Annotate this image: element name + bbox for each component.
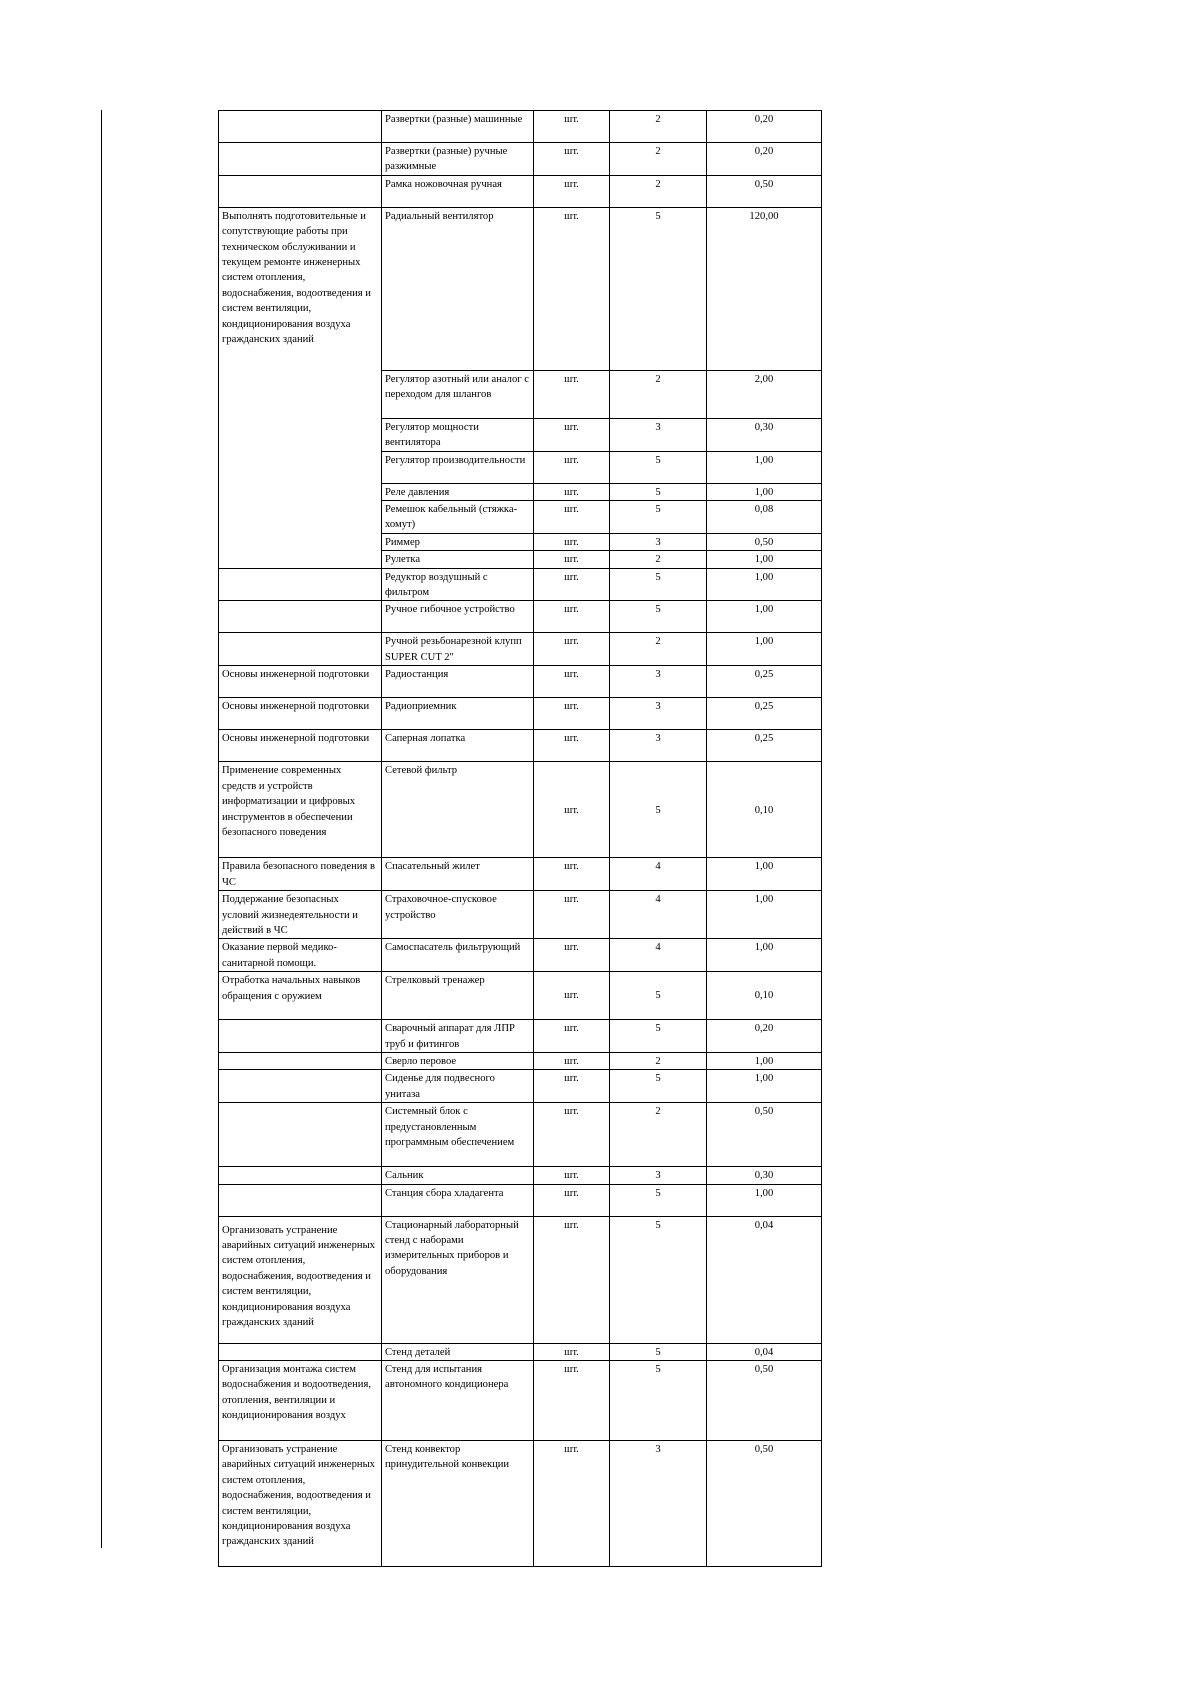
competency-cell: Поддержание безопасных условий жизнедеятельности и действий в ЧС: [219, 891, 382, 939]
table-row: [219, 143, 822, 176]
table-row: [219, 1167, 822, 1184]
quantity-cell: 5: [610, 207, 707, 370]
quantity-cell: 2: [610, 143, 707, 176]
table-row: [219, 568, 822, 601]
item-name-cell: Сальник: [382, 1167, 534, 1184]
quantity-cell: 2: [610, 633, 707, 666]
competency-cell: Основы инженерной подготовки: [219, 666, 382, 698]
table-row: [219, 601, 822, 633]
item-name-cell: Стационарный лабораторный стенд с наборами измерительных приборов и оборудования: [382, 1216, 534, 1343]
value-cell: 1,00: [707, 551, 822, 568]
value-cell: 0,30: [707, 1167, 822, 1184]
quantity-cell: 3: [610, 1440, 707, 1566]
table-row: [219, 698, 822, 730]
unit-cell: шт.: [534, 1440, 610, 1566]
unit-cell: шт.: [534, 1020, 610, 1053]
item-name-cell: Риммер: [382, 533, 534, 550]
competency-cell: [219, 601, 382, 633]
value-cell: 1,00: [707, 601, 822, 633]
competency-cell: Правила безопасного поведения в ЧС: [219, 858, 382, 891]
table-row: [219, 633, 822, 666]
unit-cell: шт.: [534, 633, 610, 666]
unit-cell: шт.: [534, 418, 610, 451]
unit-cell: шт.: [534, 175, 610, 207]
item-name-cell: Сиденье для подвесного унитаза: [382, 1070, 534, 1103]
quantity-cell: 5: [610, 483, 707, 500]
unit-cell: шт.: [534, 666, 610, 698]
quantity-cell: 5: [610, 501, 707, 534]
value-cell: 1,00: [707, 483, 822, 500]
unit-cell: шт.: [534, 1103, 610, 1167]
item-name-cell: Системный блок с предустановленным программным обеспечением: [382, 1103, 534, 1167]
table-row: [219, 1343, 822, 1360]
competency-cell: Основы инженерной подготовки: [219, 698, 382, 730]
quantity-cell: 5: [610, 601, 707, 633]
unit-cell: шт.: [534, 1167, 610, 1184]
unit-cell: шт.: [534, 533, 610, 550]
item-name-cell: Самоспасатель фильтрующий: [382, 939, 534, 972]
competency-cell: Организовать устранение аварийных ситуаций инженерных систем отопления, водоснабжения, водоотведения и систем вентиляции, кондиционирования воздуха гражданских зданий: [219, 1440, 382, 1566]
page-margin-line: [101, 110, 102, 1548]
quantity-cell: 4: [610, 939, 707, 972]
table-row: [219, 666, 822, 698]
value-cell: 1,00: [707, 451, 822, 483]
value-cell: 0,25: [707, 698, 822, 730]
item-name-cell: Радиоприемник: [382, 698, 534, 730]
item-name-cell: Радиостанция: [382, 666, 534, 698]
unit-cell: шт.: [534, 858, 610, 891]
unit-cell: шт.: [534, 551, 610, 568]
quantity-cell: 2: [610, 1103, 707, 1167]
competency-cell: Основы инженерной подготовки: [219, 730, 382, 762]
quantity-cell: 2: [610, 111, 707, 143]
unit-cell: шт.: [534, 1070, 610, 1103]
quantity-cell: 4: [610, 858, 707, 891]
item-name-cell: Радиальный вентилятор: [382, 207, 534, 370]
competency-cell: [219, 1052, 382, 1069]
competency-cell: [219, 1343, 382, 1360]
value-cell: 2,00: [707, 370, 822, 418]
quantity-cell: 3: [610, 418, 707, 451]
table-row: [219, 730, 822, 762]
item-name-cell: Ремешок кабельный (стяжка-хомут): [382, 501, 534, 534]
table-row: [219, 762, 822, 858]
item-name-cell: Регулятор мощности вентилятора: [382, 418, 534, 451]
item-name-cell: Развертки (разные) машинные: [382, 111, 534, 143]
value-cell: 1,00: [707, 1184, 822, 1216]
value-cell: 0,50: [707, 1440, 822, 1566]
unit-cell: шт.: [534, 1216, 610, 1343]
unit-cell: шт.: [534, 451, 610, 483]
table-row: [219, 939, 822, 972]
quantity-cell: 2: [610, 551, 707, 568]
item-name-cell: Редуктор воздушный с фильтром: [382, 568, 534, 601]
unit-cell: шт.: [534, 143, 610, 176]
competency-cell: [219, 175, 382, 207]
quantity-cell: 2: [610, 370, 707, 418]
item-name-cell: Стрелковый тренажер: [382, 972, 534, 1020]
unit-cell: шт.: [534, 939, 610, 972]
item-name-cell: Регулятор производительности: [382, 451, 534, 483]
unit-cell: шт.: [534, 568, 610, 601]
competency-cell: [219, 143, 382, 176]
table-row: [219, 891, 822, 939]
item-name-cell: Рулетка: [382, 551, 534, 568]
quantity-cell: 3: [610, 1167, 707, 1184]
item-name-cell: Ручное гибочное устройство: [382, 601, 534, 633]
competency-cell: [219, 633, 382, 666]
unit-cell: шт.: [534, 483, 610, 500]
competency-cell: Применение современных средств и устройств информатизации и цифровых инструментов в обеспечении безопасного поведения: [219, 762, 382, 858]
quantity-cell: 3: [610, 666, 707, 698]
competency-cell: [219, 1070, 382, 1103]
table-row: [219, 972, 822, 1020]
competency-cell: [219, 1184, 382, 1216]
value-cell: 0,25: [707, 666, 822, 698]
item-name-cell: Станция сбора хладагента: [382, 1184, 534, 1216]
competency-cell: Выполнять подготовительные и сопутствующие работы при техническом обслуживании и текущем ремонте инженерных систем отопления, водоснабжения, водоотведения и систем вентиляции, кондиционирования воздуха гражданских зданий: [219, 207, 382, 568]
item-name-cell: Сварочный аппарат для ЛПР труб и фитингов: [382, 1020, 534, 1053]
value-cell: 0,20: [707, 1020, 822, 1053]
quantity-cell: 5: [610, 451, 707, 483]
item-name-cell: Стенд деталей: [382, 1343, 534, 1360]
table-row: [219, 207, 822, 370]
unit-cell: шт.: [534, 501, 610, 534]
item-name-cell: Саперная лопатка: [382, 730, 534, 762]
table-row: [219, 1103, 822, 1167]
quantity-cell: 5: [610, 1070, 707, 1103]
competency-cell: Организовать устранение аварийных ситуаций инженерных систем отопления, водоснабжения, водоотведения и систем вентиляции, кондиционирования воздуха гражданских зданий: [219, 1216, 382, 1343]
item-name-cell: Регулятор азотный или аналог с переходом для шлангов: [382, 370, 534, 418]
unit-cell: шт.: [534, 601, 610, 633]
unit-cell: шт.: [534, 111, 610, 143]
competency-cell: [219, 568, 382, 601]
value-cell: 0,20: [707, 143, 822, 176]
quantity-cell: 2: [610, 175, 707, 207]
quantity-cell: 5: [610, 1216, 707, 1343]
value-cell: 0,10: [707, 762, 822, 858]
item-name-cell: Спасательный жилет: [382, 858, 534, 891]
value-cell: 0,50: [707, 175, 822, 207]
table-row: [219, 1052, 822, 1069]
table-row: [219, 858, 822, 891]
competency-cell: [219, 1103, 382, 1167]
item-name-cell: Реле давления: [382, 483, 534, 500]
competency-cell: [219, 1167, 382, 1184]
value-cell: 1,00: [707, 568, 822, 601]
unit-cell: шт.: [534, 370, 610, 418]
competency-cell: Оказание первой медико-санитарной помощи.: [219, 939, 382, 972]
competency-cell: [219, 1020, 382, 1053]
value-cell: 0,08: [707, 501, 822, 534]
unit-cell: шт.: [534, 1360, 610, 1440]
quantity-cell: 5: [610, 1360, 707, 1440]
quantity-cell: 5: [610, 568, 707, 601]
item-name-cell: Стенд конвектор принудительной конвекции: [382, 1440, 534, 1566]
item-name-cell: Развертки (разные) ручные разжимные: [382, 143, 534, 176]
value-cell: 0,04: [707, 1343, 822, 1360]
quantity-cell: 3: [610, 698, 707, 730]
unit-cell: шт.: [534, 762, 610, 858]
value-cell: 1,00: [707, 633, 822, 666]
unit-cell: шт.: [534, 1184, 610, 1216]
table-row: [219, 1184, 822, 1216]
item-name-cell: Сетевой фильтр: [382, 762, 534, 858]
value-cell: 0,04: [707, 1216, 822, 1343]
value-cell: 0,30: [707, 418, 822, 451]
unit-cell: шт.: [534, 207, 610, 370]
value-cell: 0,50: [707, 533, 822, 550]
table-row: [219, 1440, 822, 1566]
value-cell: 0,10: [707, 972, 822, 1020]
table-row: [219, 1216, 822, 1343]
table-row: [219, 1020, 822, 1053]
value-cell: 1,00: [707, 891, 822, 939]
value-cell: 0,50: [707, 1103, 822, 1167]
quantity-cell: 2: [610, 1052, 707, 1069]
competency-cell: Организация монтажа систем водоснабжения и водоотведения, отопления, вентиляции и кондиционирования воздух: [219, 1360, 382, 1440]
unit-cell: шт.: [534, 698, 610, 730]
competency-cell: Отработка начальных навыков обращения с оружием: [219, 972, 382, 1020]
item-name-cell: Сверло перовое: [382, 1052, 534, 1069]
table-row: [219, 111, 822, 143]
value-cell: 0,50: [707, 1360, 822, 1440]
quantity-cell: 3: [610, 533, 707, 550]
quantity-cell: 5: [610, 1343, 707, 1360]
equipment-table: [218, 110, 822, 1567]
item-name-cell: Страховочное-спусковое устройство: [382, 891, 534, 939]
item-name-cell: Стенд для испытания автономного кондиционера: [382, 1360, 534, 1440]
table-row: [219, 1070, 822, 1103]
table-row: [219, 1360, 822, 1440]
unit-cell: шт.: [534, 1052, 610, 1069]
unit-cell: шт.: [534, 730, 610, 762]
quantity-cell: 5: [610, 1184, 707, 1216]
quantity-cell: 4: [610, 891, 707, 939]
unit-cell: шт.: [534, 891, 610, 939]
unit-cell: шт.: [534, 1343, 610, 1360]
value-cell: 120,00: [707, 207, 822, 370]
unit-cell: шт.: [534, 972, 610, 1020]
value-cell: 0,20: [707, 111, 822, 143]
item-name-cell: Ручной резьбонарезной клупп SUPER CUT 2": [382, 633, 534, 666]
item-name-cell: Рамка ножовочная ручная: [382, 175, 534, 207]
quantity-cell: 3: [610, 730, 707, 762]
quantity-cell: 5: [610, 762, 707, 858]
value-cell: 0,25: [707, 730, 822, 762]
quantity-cell: 5: [610, 972, 707, 1020]
value-cell: 1,00: [707, 858, 822, 891]
value-cell: 1,00: [707, 1070, 822, 1103]
quantity-cell: 5: [610, 1020, 707, 1053]
table-row: [219, 175, 822, 207]
competency-cell: [219, 111, 382, 143]
value-cell: 1,00: [707, 939, 822, 972]
value-cell: 1,00: [707, 1052, 822, 1069]
